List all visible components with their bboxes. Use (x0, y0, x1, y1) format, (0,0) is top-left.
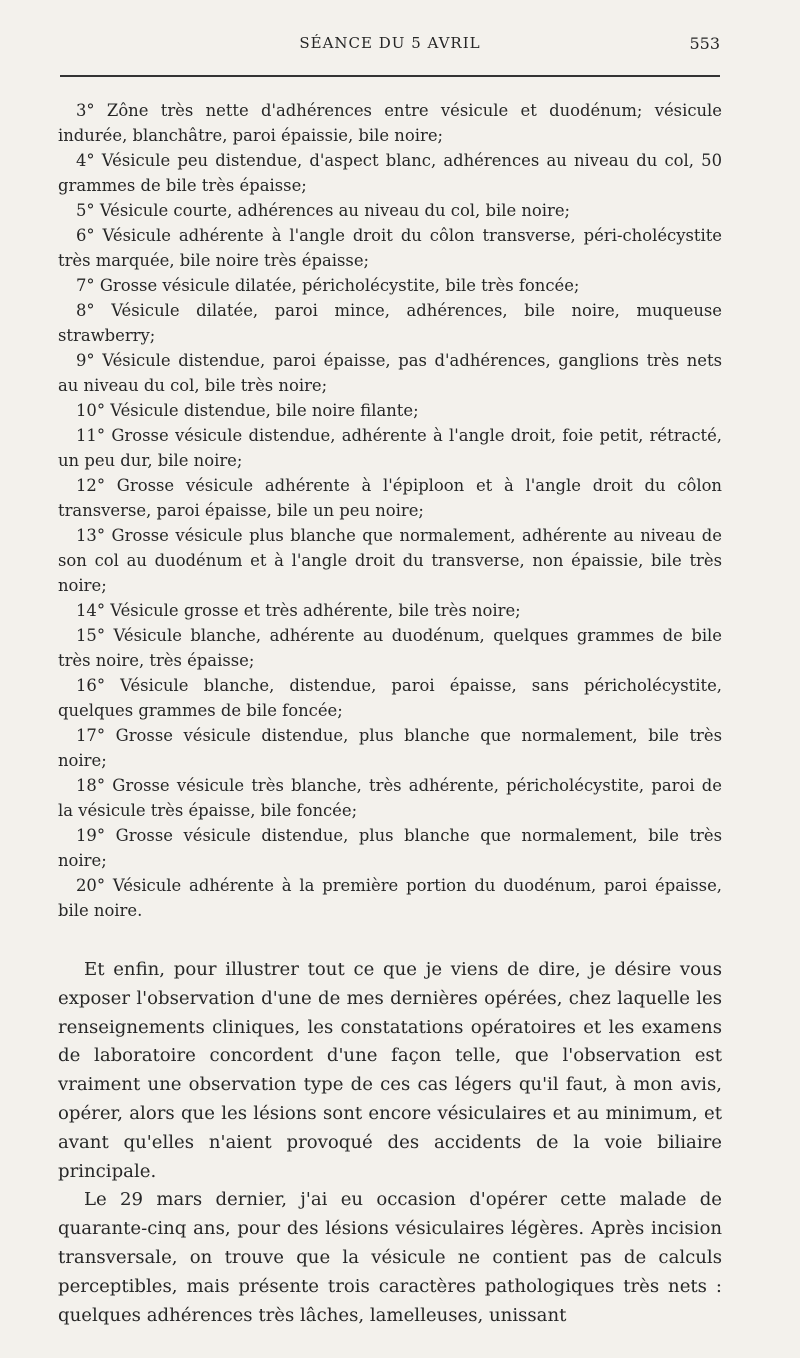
list-item: 15° Vésicule blanche, adhérente au duodénum, quelques grammes de bile très noire, très épaisse; (58, 626, 722, 670)
paragraph: Et enfin, pour illustrer tout ce que je viens de dire, je désire vous exposer l'observation d'une de mes dernières opérées, chez laquelle les renseignements cliniques, les constatations opératoires et les examens de laboratoire concordent d'une façon telle, que l'observation est vraiment une observation type de ces cas légers qu'il faut, à mon avis, opérer, alors que les lésions sont encore vésiculaires et au minimum, et avant qu'elles n'aient provoqué des accidents de la voie biliaire principale. (58, 959, 722, 1182)
list-item: 14° Vésicule grosse et très adhérente, bile très noire; (76, 601, 521, 620)
case-list (58, 98, 722, 923)
list-item: 12° Grosse vésicule adhérente à l'épiploon et à l'angle droit du côlon transverse, paroi épaisse, bile un peu noire; (58, 476, 722, 520)
list-item: 20° Vésicule adhérente à la première portion du duodénum, paroi épaisse, bile noire. (58, 876, 722, 920)
list-item: 18° Grosse vésicule très blanche, très adhérente, péricholécystite, paroi de la vésicule très épaisse, bile foncée; (58, 776, 722, 820)
list-item: 19° Grosse vésicule distendue, plus blanche que normalement, bile très noire; (58, 826, 722, 870)
list-item: 6° Vésicule adhérente à l'angle droit du côlon transverse, péri-cholécystite très marquée, bile noire très épaisse; (58, 226, 722, 270)
body-text (58, 956, 722, 1330)
list-item: 8° Vésicule dilatée, paroi mince, adhérences, bile noire, muqueuse strawberry; (58, 301, 722, 345)
list-item: 10° Vésicule distendue, bile noire filante; (76, 401, 419, 420)
list-item: 4° Vésicule peu distendue, d'aspect blanc, adhérences au niveau du col, 50 grammes de bile très épaisse; (58, 151, 722, 195)
running-header (60, 34, 720, 60)
header-rule (60, 75, 720, 77)
list-item: 3° Zône très nette d'adhérences entre vésicule et duodénum; vésicule indurée, blanchâtre, paroi épaissie, bile noire; (58, 101, 722, 145)
page-number: 553 (689, 34, 720, 53)
list-item: 11° Grosse vésicule distendue, adhérente à l'angle droit, foie petit, rétracté, un peu dur, bile noire; (58, 426, 722, 470)
list-item: 13° Grosse vésicule plus blanche que normalement, adhérente au niveau de son col au duodénum et à l'angle droit du transverse, non épaissie, bile très noire; (58, 526, 722, 595)
list-item: 9° Vésicule distendue, paroi épaisse, pas d'adhérences, ganglions très nets au niveau du col, bile très noire; (58, 351, 722, 395)
list-item: 16° Vésicule blanche, distendue, paroi épaisse, sans péricholécystite, quelques grammes de bile foncée; (58, 676, 722, 720)
list-item: 17° Grosse vésicule distendue, plus blanche que normalement, bile très noire; (58, 726, 722, 770)
list-item: 5° Vésicule courte, adhérences au niveau du col, bile noire; (76, 201, 571, 220)
header-title: SÉANCE DU 5 AVRIL (299, 34, 481, 52)
paragraph: Le 29 mars dernier, j'ai eu occasion d'opérer cette malade de quarante-cinq ans, pour des lésions vésiculaires légères. Après incision transversale, on trouve que la vésicule ne contient pas de calculs perceptibles, mais présente trois caractères pathologiques très nets : quelques adhérences très lâches, lamelleuses, unissant (58, 1189, 722, 1326)
list-item: 7° Grosse vésicule dilatée, péricholécystite, bile très foncée; (76, 276, 580, 295)
